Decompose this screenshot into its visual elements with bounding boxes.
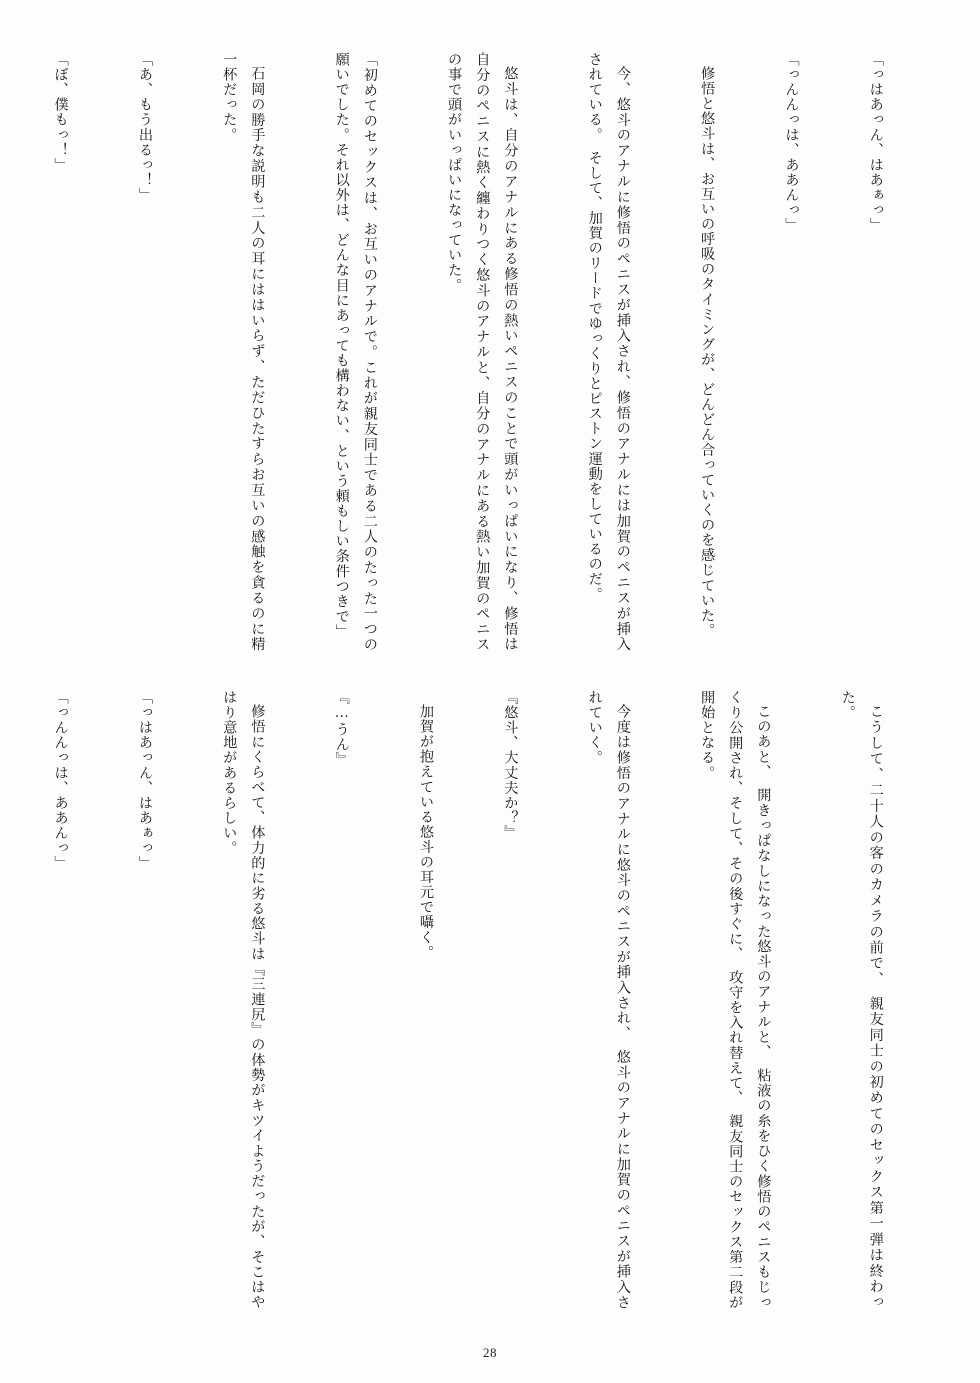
paragraph: 今、悠斗のアナルに修悟のペニスが挿入され、修悟のアナルには加賀のペニスが挿入されている。 そして、加賀のリードでゆっくりとピストン運動をしているのだ。	[586, 52, 631, 652]
paragraph: 「あ、もう出るっ！」	[136, 52, 153, 203]
paragraph: 「っんんっは、ああんっ」	[52, 690, 69, 871]
paragraph: 加賀が抱えている悠斗の耳元で囁く。	[418, 704, 435, 961]
paragraph: 修悟と悠斗は、お互いの呼吸のタイミングが、どんどん合っていくのを感じていた。	[699, 66, 716, 639]
paragraph: 悠斗は、自分のアナルにある修悟の熱いペニスのことで頭がいっぱいになり、修悟は自分のペニスに熱く纏わりつく悠斗のアナルと、自分のアナルにある熱い加賀のペニスの事で頭がいっぱいになっていた。	[446, 52, 519, 652]
paragraph: 修悟にくらべて、体力的に劣る悠斗は『三連尻』の体勢がキツイようだったが、そこはやはり意地があるらしい。	[221, 690, 266, 1310]
paragraph: 『…うん』	[333, 690, 350, 768]
paragraph: このあと、 開きっぱなしになった悠斗のアナルと、 粘液の糸をひく修悟のペニスもじっくり公開され、そして、その後すぐに、 攻守を入れ替えて、 親友同士のセックス第二段が開始となる。	[699, 690, 772, 1310]
paragraph: 今度は修悟のアナルに悠斗のペニスが挿入され、 悠斗のアナルに加賀のペニスが挿入されていく。	[586, 690, 631, 1310]
text-column-lower	[0, 690, 946, 1310]
paragraph: 「初めてのセックスは、お互いのアナルで。これが親友同士である二人のたった一つの願いでした。それ以外は、どんな目にあっても構わない、という頼もしい条件つきで」	[333, 52, 378, 652]
paragraph: 「っはあっん、はあぁっ」	[136, 690, 153, 871]
paragraph: 『悠斗、大丈夫か？』	[502, 690, 519, 841]
paragraph: 「ぼ、僕もっ！」	[52, 52, 69, 173]
text-column-upper	[0, 52, 946, 652]
paragraph: こうして、二十人の客のカメラの前で、 親友同士の初めてのセックス第一弾は終わった。	[839, 690, 884, 1310]
paragraph: 「っはあっん、はあぁっ」	[867, 52, 884, 233]
paragraph: 石岡の勝手な説明も二人の耳にははいらず、ただひたすらお互いの感触を貪るのに精一杯だった。	[221, 52, 266, 652]
paragraph: 「っんんっは、ああんっ」	[783, 52, 800, 233]
page-number: 28	[482, 1345, 498, 1360]
